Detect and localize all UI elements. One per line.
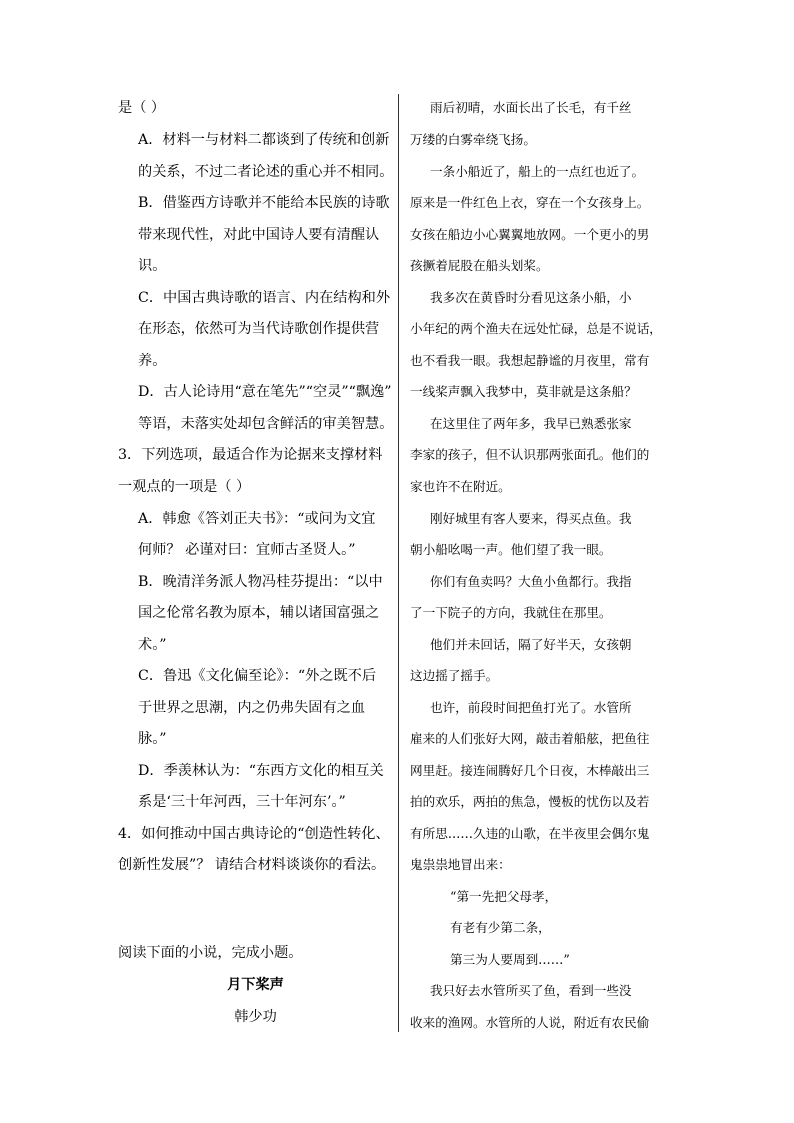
left-text-line: 阅读下面的小说，完成小题。 [118,945,303,961]
right-text-line: 李家的孩子，但不认识那两张面孔。他们的 [410,447,650,462]
left-text-line: B．借鉴西方诗歌并不能给本民族的诗歌 [138,195,390,211]
right-text-line: 了一下院子的方向，我就住在那里。 [410,605,612,620]
left-text-line: 何师？ 必谨对曰：宜师古圣贤人。” [138,542,356,558]
right-text-line: 鬼祟祟地冒出来： [410,857,511,872]
right-text-line: 孩撅着屁股在船头划桨。 [410,258,549,273]
right-text-line: 他们并未回话，隔了好半天，女孩朝 [430,637,632,652]
right-text-line: 雨后初晴，水面长出了长毛，有千丝 [430,100,632,115]
right-text-line: 女孩在船边小心翼翼地放网。一个更小的男 [410,227,650,242]
left-text-line: D．古人论诗用“意在笔先”“空灵”“飘逸” [138,384,392,400]
left-text-line: 识。 [138,258,167,274]
left-text-line: 月下桨声 [227,977,284,993]
right-text-line: 你们有鱼卖吗？大鱼小鱼都行。我指 [430,574,632,589]
right-text-line: 一条小船近了，船上的一点红也近了。 [430,164,645,179]
right-text-line: 一线桨声飘入我梦中，莫非就是这条船？ [410,384,637,399]
left-text-line: 术。” [138,637,167,653]
right-text-line: 雇来的人们张好大网，敲击着船舷，把鱼往 [410,731,650,746]
left-text-line: C．中国古典诗歌的语言、内在结构和外 [138,290,391,306]
right-text-line: 原来是一件红色上衣，穿在一个女孩身上。 [410,195,650,210]
left-text-line: 的关系，不过二者论述的重心并不相同。 [138,164,394,180]
right-text-line: 也不看我一眼。我想起静谧的月夜里，常有 [410,353,650,368]
right-text-line: 收来的渔网。水管所的人说，附近有农民偷 [410,1015,650,1030]
right-text-line: 网里赶。接连闹腾好几个日夜，木棒敲出三 [410,763,650,778]
right-text-line: 也许，前段时间把鱼打光了。水管所 [430,700,632,715]
left-text-line: 养。 [138,353,167,369]
right-text-line: 有所思……久违的山歌，在半夜里会偶尔鬼 [410,826,650,841]
right-text-line: 朝小船吆喝一声。他们望了我一眼。 [410,542,612,557]
right-text-line: 刚好城里有客人要来，得买点鱼。我 [430,511,632,526]
left-text-line: 等语，未落实处却包含鲜活的审美智慧。 [138,416,394,432]
right-text-line: 第三为人要周到……” [450,952,570,967]
right-text-line: 家也许不在附近。 [410,479,511,494]
left-text-line: C．鲁迅《文化偏至论》：“外之既不后 [138,668,377,684]
left-text-line: 一观点的一项是（ ） [118,479,251,495]
left-text-line: 国之伦常名教为原本，辅以诸国富强之 [138,605,380,621]
left-text-line: 4．如何推动中国古典诗论的“创造性转化、 [118,826,390,842]
right-text-line: 我多次在黄昏时分看见这条小船，小 [430,290,632,305]
right-text-line: 拍的欢乐，两拍的焦急，慢板的忧伤以及若 [410,794,650,809]
right-text-line: 我只好去水管所买了鱼，看到一些没 [430,983,632,998]
left-text-line: 带来现代性，对此中国诗人要有清醒认 [138,227,380,243]
left-text-line: A．韩愈《答刘正夫书》：“或问为文宜 [138,511,376,527]
left-text-line: B．晚清洋务派人物冯桂芬提出：“以中 [138,574,383,590]
right-text-line: “第一先把父母孝， [450,889,558,904]
left-text-line: 在形态，依然可为当代诗歌创作提供营 [138,321,380,337]
left-text-line: 于世界之思潮，内之仍弗失固有之血 [138,700,366,716]
left-text-line: 韩少功 [234,1009,277,1025]
left-text-line: 3．下列选项，最适合作为论据来支撑材料 [118,447,383,463]
right-text-line: 小年纪的两个渔夫在远处忙碌，总是不说话， [410,321,662,336]
right-text-line: 有老有少第二条， [450,920,551,935]
left-text-line: D．季羡林认为：“东西方文化的相互关 [138,763,384,779]
left-text-line: 是（ ） [118,100,166,116]
left-text-line: 创新性发展”？ 请结合材料谈谈你的看法。 [118,857,386,873]
right-text-line: 这边摇了摇手。 [410,668,499,683]
left-text-line: 脉。” [138,731,167,747]
right-text-line: 万缕的白雾牵绕飞扬。 [410,132,536,147]
left-text-line: 系是‘三十年河西，三十年河东’。” [138,794,346,810]
left-text-line: A．材料一与材料二都谈到了传统和创新 [138,132,390,148]
right-text-line: 在这里住了两年多，我早已熟悉张家 [430,416,632,431]
column-divider [398,94,399,1032]
